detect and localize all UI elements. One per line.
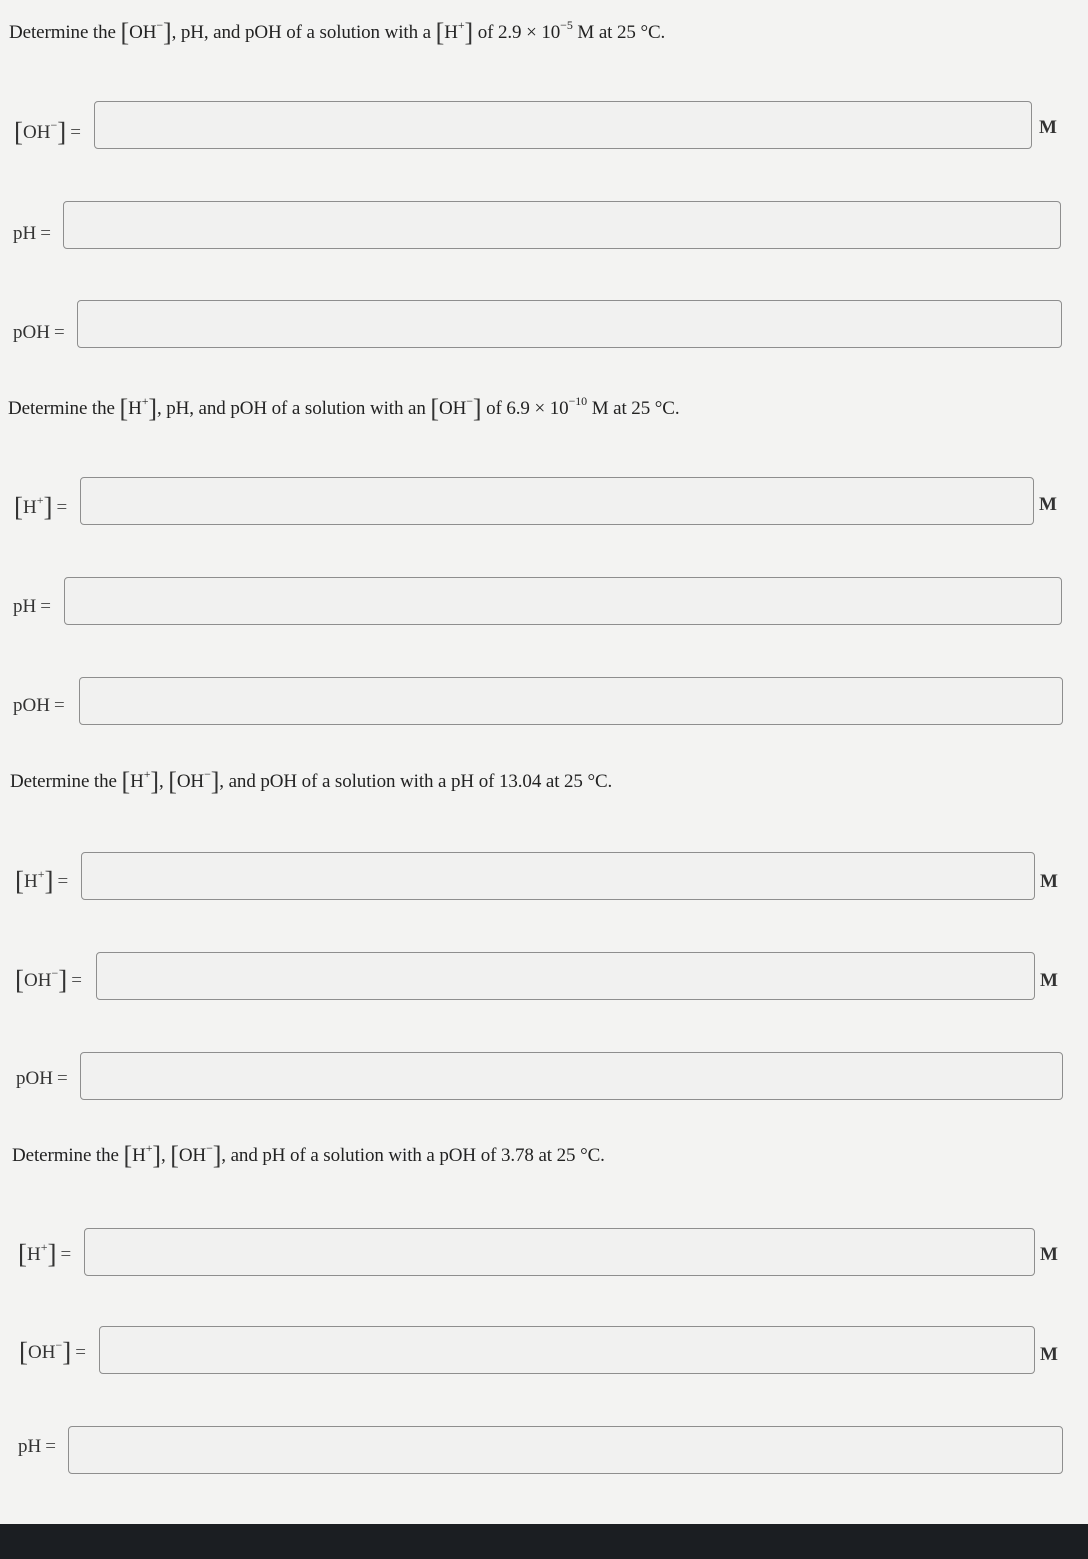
q3-h-label: [H+] = xyxy=(15,866,69,896)
q4-oh-unit: M xyxy=(1040,1344,1058,1365)
q3-poh-input[interactable] xyxy=(80,1052,1063,1100)
q2-h-input[interactable] xyxy=(80,477,1034,525)
q1-poh-input[interactable] xyxy=(77,300,1062,348)
q4-ph-input[interactable] xyxy=(68,1426,1063,1474)
q4-oh-label: [OH−] = xyxy=(19,1337,86,1367)
q1-ph-label: pH = xyxy=(13,223,51,244)
q2-ph-label: pH = xyxy=(13,596,51,617)
q3-h-input[interactable] xyxy=(81,852,1035,900)
q4-h-unit: M xyxy=(1040,1244,1058,1265)
q1-oh-input[interactable] xyxy=(94,101,1032,149)
q4-oh-input[interactable] xyxy=(99,1326,1035,1374)
q2-h-unit: M xyxy=(1039,494,1057,515)
q1-oh-unit: M xyxy=(1039,117,1057,138)
question-2-prompt: Determine the [H+], pH, and pOH of a solution with an [OH−] of $6.9 \times 10^{-10}$ M at 25 °C. xyxy=(8,394,680,423)
q2-poh-label: pOH = xyxy=(13,695,65,716)
q1-oh-label: [OH−] = xyxy=(14,117,81,147)
q4-h-input[interactable] xyxy=(84,1228,1035,1276)
q3-oh-label: [OH−] = xyxy=(15,965,82,995)
q3-h-unit: M xyxy=(1040,871,1058,892)
q3-oh-unit: M xyxy=(1040,970,1058,991)
q4-ph-label: pH = xyxy=(18,1436,56,1457)
question-4-prompt: Determine the [H+], [OH−], and pH of a solution with a pOH of 3.78 at 25 °C. xyxy=(12,1141,605,1170)
q4-h-label: [H+] = xyxy=(18,1239,72,1269)
question-3-prompt: Determine the [H+], [OH−], and pOH of a solution with a pH of 13.04 at 25 °C. xyxy=(10,767,613,796)
q3-oh-input[interactable] xyxy=(96,952,1035,1000)
q2-h-label: [H+] = xyxy=(14,492,68,522)
question-1-prompt: Determine the [OH−], pH, and pOH of a solution with a [H+] of $2.9 \times 10^{-5}$ M at 25 °C. xyxy=(9,18,666,47)
q3-poh-label: pOH = xyxy=(16,1068,68,1089)
q1-poh-label: pOH = xyxy=(13,322,65,343)
screen-bottom-bezel xyxy=(0,1524,1088,1559)
q1-ph-input[interactable] xyxy=(63,201,1061,249)
q2-poh-input[interactable] xyxy=(79,677,1063,725)
q2-ph-input[interactable] xyxy=(64,577,1062,625)
